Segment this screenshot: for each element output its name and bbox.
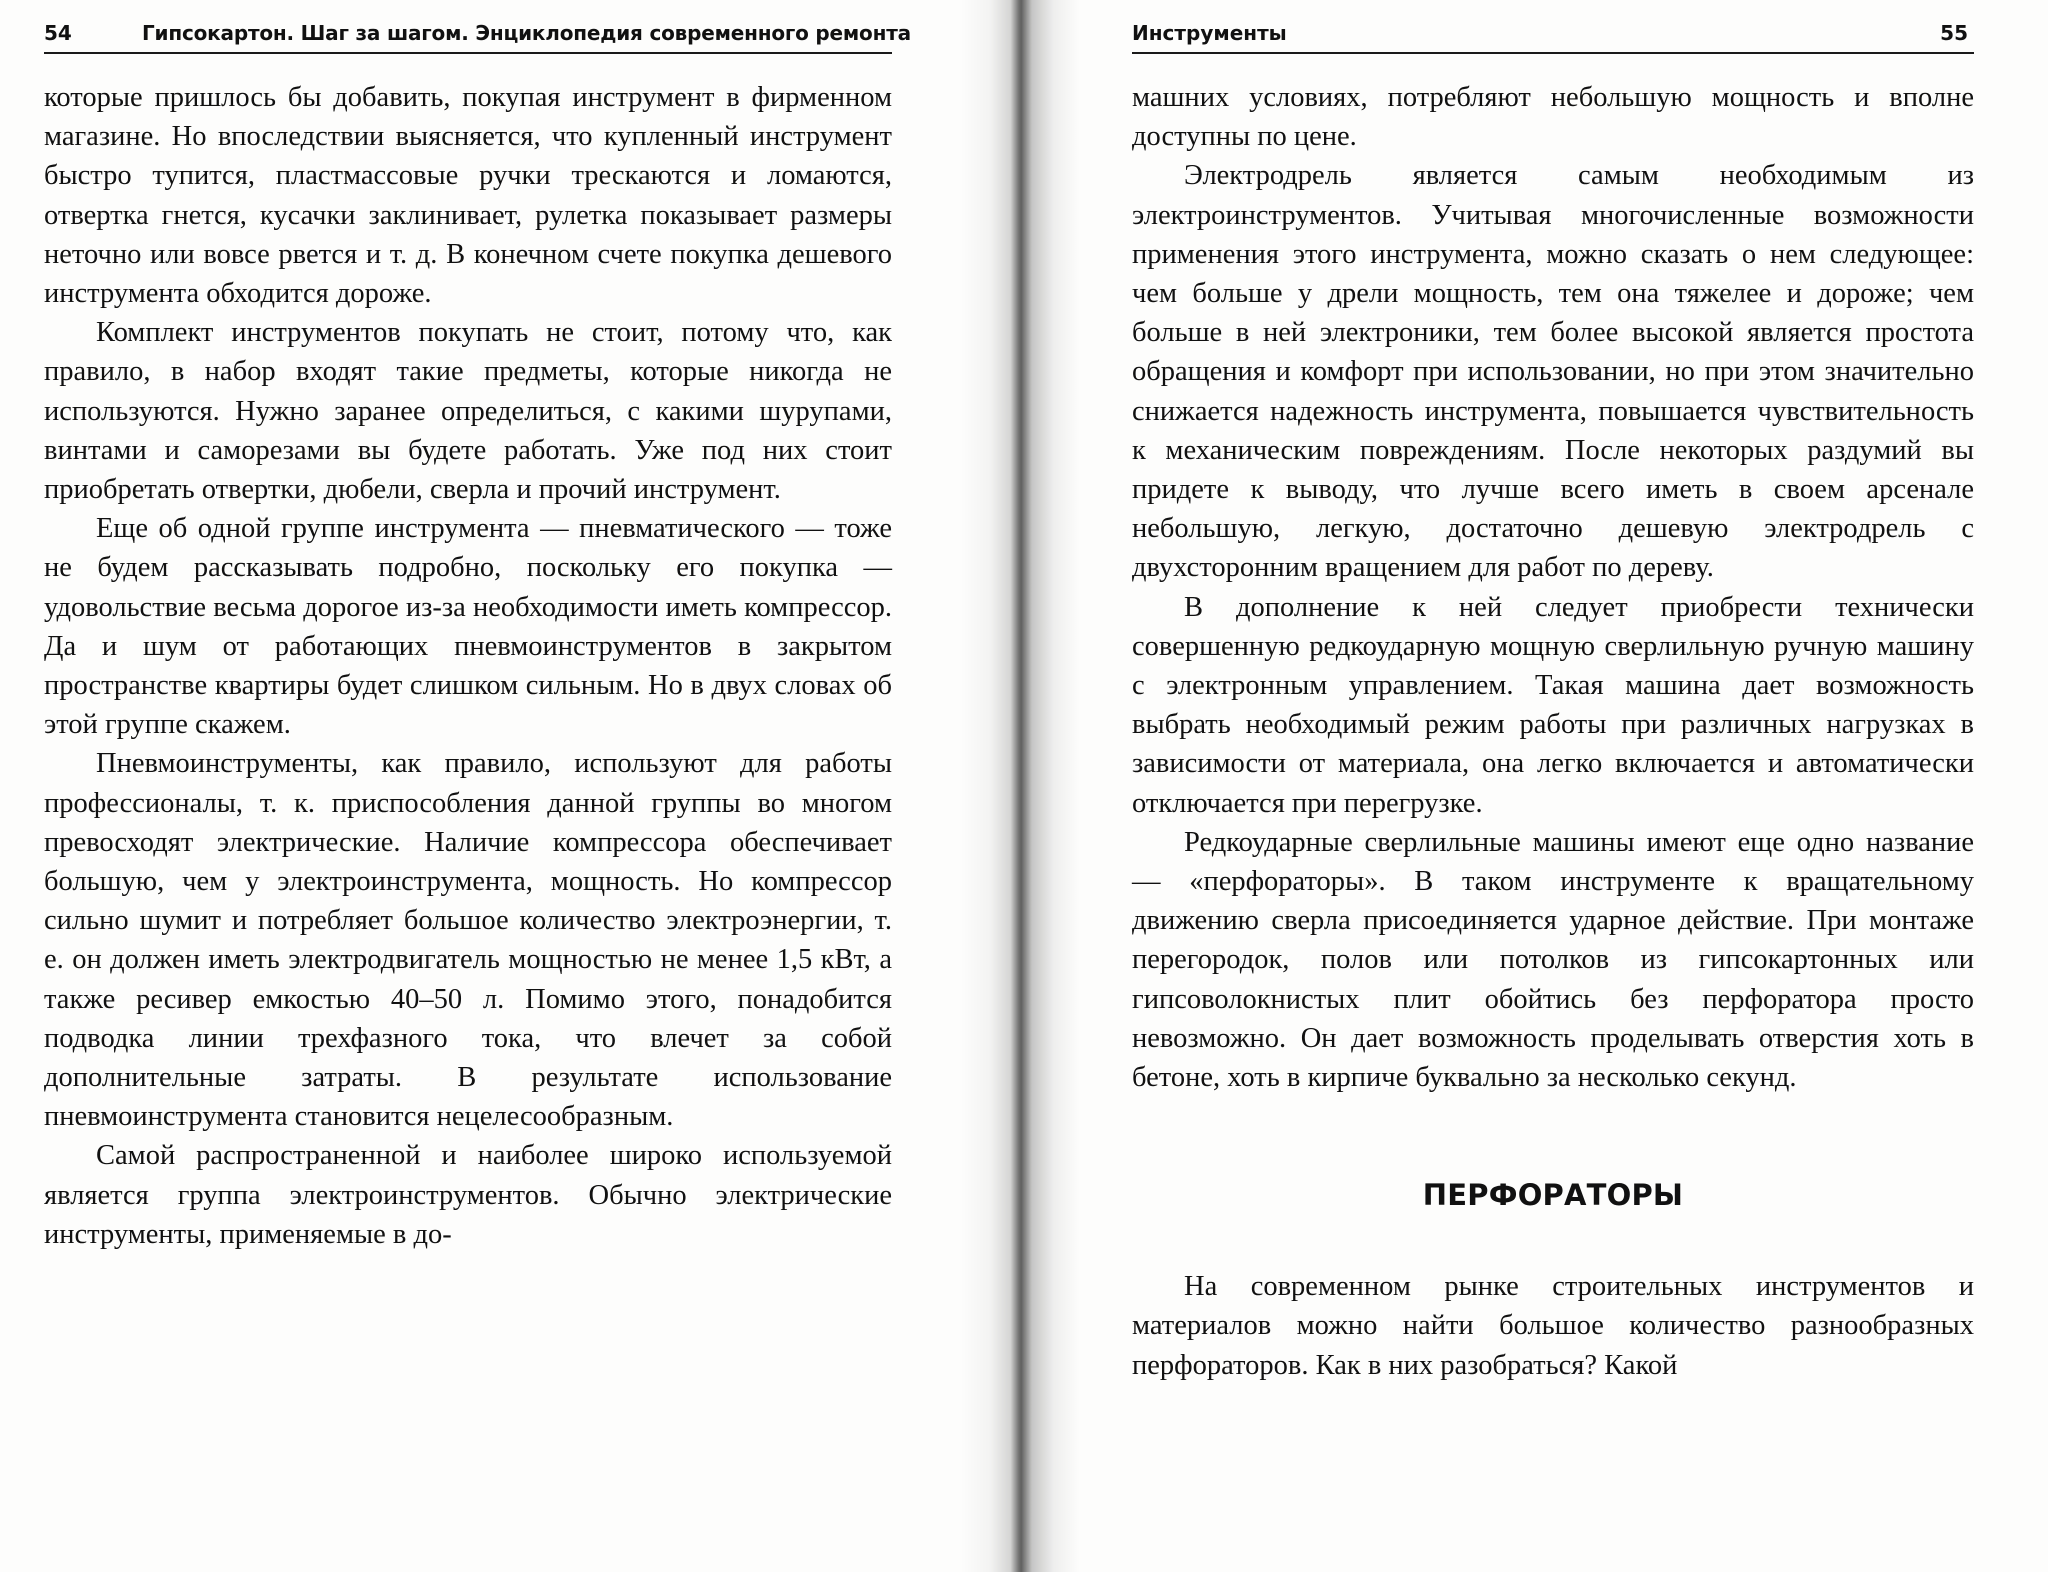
right-body-text: [1132, 78, 1974, 1385]
left-page-number: 54: [44, 21, 72, 45]
paragraph: Электродрель является самым необходимым из электроинструментов. Учитывая многочисленные возможности применения этого инструмента, можно сказать о нем следующее: чем больше у дрели мощность, тем она тяжелее и дороже; чем больше в ней электроники, тем более высокой является простота обращения и комфорт при использовании, но при этом значительно снижается надежность инструмента, повышается чувствительность к механическим повреждениям. После некоторых раздумий вы придете к выводу, что лучше всего иметь в своем арсенале небольшую, легкую, достаточно дешевую электродрель с двухсторонним вращением для работ по дереву.: [1132, 160, 1974, 584]
book-gutter-shadow: [960, 0, 1080, 1572]
right-running-head: [1132, 14, 1974, 54]
paragraph: Еще об одной группе инструмента — пневматического — тоже не будем рассказывать подробно, поскольку его покупка — удовольствие весьма дорогое из-за необходимости иметь компрессор. Да и шум от работающих пневмоинструментов в закрытом пространстве квартиры будет слишком сильным. Но в двух словах об этой группе скажем.: [44, 513, 892, 741]
right-page-number: 55: [1940, 21, 1968, 45]
left-page: [44, 14, 911, 1254]
paragraph: Пневмоинструменты, как правило, используют для работы профессионалы, т. к. приспособления данной группы во многом превосходят электрические. Наличие компрессора обеспечивает большую, чем у электроинструмента, мощность. Но компрессор сильно шумит и потребляет большое количество электроэнергии, т. е. он должен иметь электродвигатель мощностью не менее 1,5 кВт, а также ресивер емкостью 40–50 л. Помимо этого, понадобится подводка линии трехфазного тока, что влечет за собой дополнительные затраты. В результате использование пневмоинструмента становится нецелесообразным.: [44, 748, 892, 1133]
paragraph: Самой распространенной и наиболее широко используемой является группа электроинструментов. Обычно электрические инструменты, применяемые в до-: [44, 1140, 892, 1250]
left-running-title: Гипсокартон. Шаг за шагом. Энциклопедия современного ремонта: [142, 21, 911, 45]
left-running-head: [44, 14, 911, 54]
paragraph: машних условиях, потребляют небольшую мощность и вполне доступны по цене.: [1132, 82, 1974, 153]
paragraph: В дополнение к ней следует приобрести технически совершенную редкоударную мощную сверлильную ручную машину с электронным управлением. Такая машина дает возможность выбрать необходимый режим работы при различных нагрузках в зависимости от материала, она легко включается и автоматически отключается при перегрузке.: [1132, 591, 1974, 819]
section-heading: ПЕРФОРАТОРЫ: [1422, 1178, 1684, 1213]
paragraph: Редкоударные сверлильные машины имеют еще одно название — «перфораторы». В таком инструменте к вращательному движению сверла присоединяется ударное действие. При монтаже перегородок, полов или потолков из гипсокартонных или гипсоволокнистых плит обойтись без перфоратора просто невозможно. Он дает возможность проделывать отверстия хоть в бетоне, хоть в кирпиче буквально за несколько секунд.: [1132, 826, 1974, 1094]
left-body-text: [44, 78, 892, 1254]
right-running-title: Инструменты: [1132, 21, 1287, 45]
paragraph: Комплект инструментов покупать не стоит, потому что, как правило, в набор входят такие предметы, которые никогда не используются. Нужно заранее определиться, с какими шурупами, винтами и саморезами вы будете работать. Уже под них стоит приобретать отвертки, дюбели, сверла и прочий инструмент.: [44, 317, 892, 506]
right-page: [1132, 14, 1974, 1385]
paragraph: На современном рынке строительных инструментов и материалов можно найти большое количество разнообразных перфораторов. Как в них разобраться? Какой: [1132, 1271, 1974, 1381]
paragraph: которые пришлось бы добавить, покупая инструмент в фирменном магазине. Но впоследствии выясняется, что купленный инструмент быстро тупится, пластмассовые ручки трескаются и ломаются, отвертка гнется, кусачки заклинивает, рулетка показывает размеры неточно или вовсе рвется и т. д. В конечном счете покупка дешевого инструмента обходится дороже.: [44, 82, 892, 310]
